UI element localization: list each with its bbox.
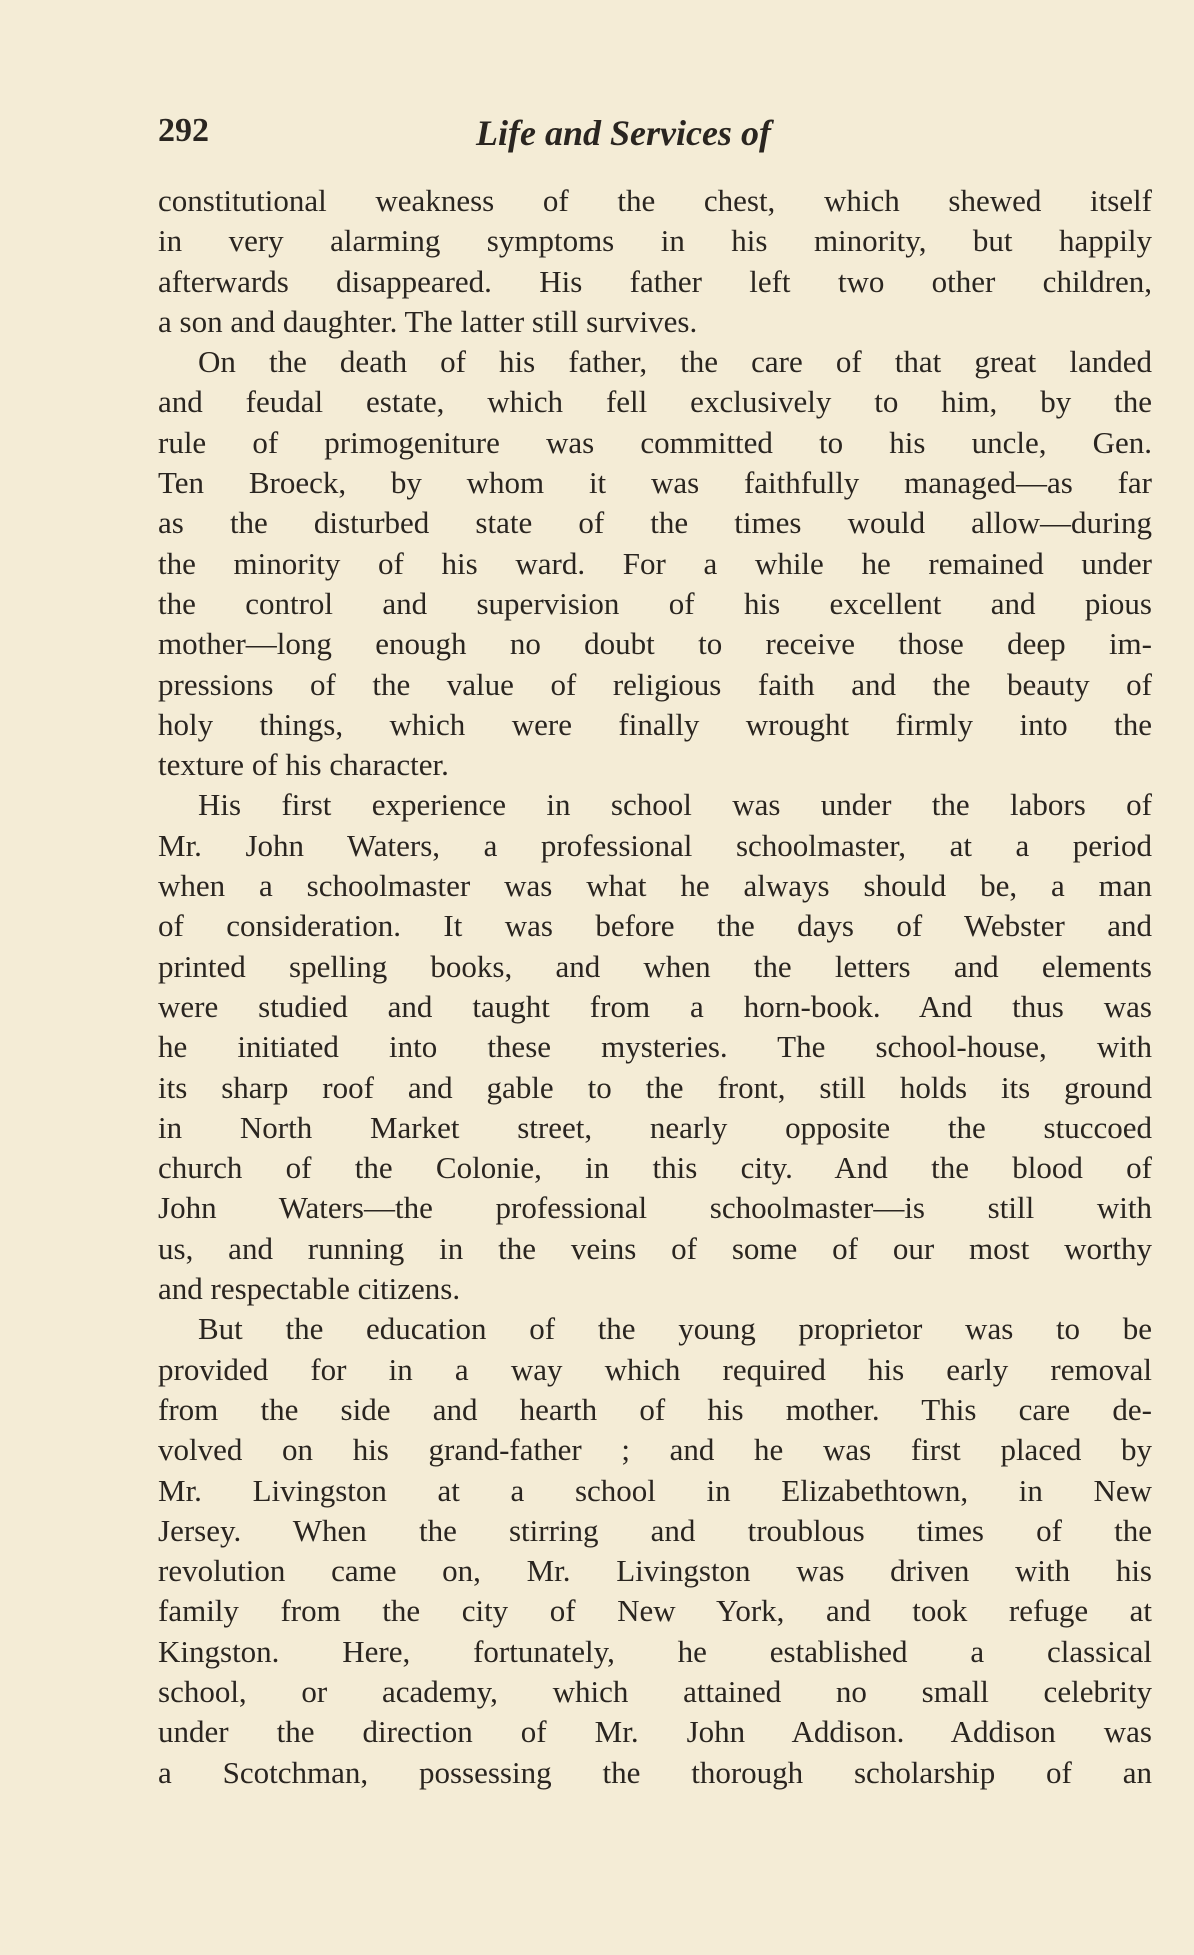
page-header — [158, 112, 1152, 162]
text-line: Kingston. Here, fortunately, he established a classical — [158, 1633, 1152, 1669]
text-line: in North Market street, nearly opposite the stuccoed — [158, 1109, 1152, 1145]
text-line: revolution came on, Mr. Livingston was driven with his — [158, 1553, 1152, 1589]
text-line: of consideration. It was before the days of Webster and — [158, 908, 1152, 944]
text-line: provided for in a way which required his early removal — [158, 1351, 1152, 1387]
text-line: from the side and hearth of his mother. This care de- — [158, 1391, 1152, 1427]
text-line: family from the city of New York, and took refuge at — [158, 1593, 1152, 1629]
text-line: volved on his grand-father ; and he was first placed by — [158, 1432, 1152, 1468]
text-line: church of the Colonie, in this city. And the blood of — [158, 1150, 1152, 1186]
text-line: printed spelling books, and when the letters and elements — [158, 948, 1152, 984]
text-line: as the disturbed state of the times would allow—during — [158, 505, 1152, 541]
text-line: in very alarming symptoms in his minority, but happily — [158, 223, 1152, 259]
text-line: John Waters—the professional schoolmaster—is still with — [158, 1190, 1152, 1226]
text-line: were studied and taught from a horn-book. And thus was — [158, 988, 1152, 1024]
text-line: afterwards disappeared. His father left two other children, — [158, 263, 1152, 299]
body-text — [158, 181, 1152, 1793]
text-line: and respectable citizens. — [158, 1271, 461, 1307]
text-line: the minority of his ward. For a while he remained under — [158, 545, 1152, 581]
running-head: Life and Services of — [476, 113, 771, 153]
text-line: But the education of the young proprietor was to be — [198, 1311, 1152, 1347]
text-line: school, or academy, which attained no small celebrity — [158, 1673, 1152, 1709]
text-line: His first experience in school was under the labors of — [198, 787, 1152, 823]
text-line: constitutional weakness of the chest, which shewed itself — [158, 183, 1152, 218]
text-line: when a schoolmaster was what he always should be, a man — [158, 868, 1152, 904]
text-line: Mr. Livingston at a school in Elizabethtown, in New — [158, 1472, 1152, 1508]
text-line: pressions of the value of religious faith and the beauty of — [158, 666, 1152, 702]
text-line: the control and supervision of his excellent and pious — [158, 585, 1152, 621]
text-line: Mr. John Waters, a professional schoolmaster, at a period — [158, 827, 1152, 863]
text-line: Jersey. When the stirring and troublous times of the — [158, 1512, 1152, 1548]
text-line: rule of primogeniture was committed to his uncle, Gen. — [158, 424, 1152, 460]
text-line: holy things, which were finally wrought firmly into the — [158, 706, 1152, 742]
text-line: its sharp roof and gable to the front, still holds its ground — [158, 1069, 1152, 1105]
text-line: texture of his character. — [158, 747, 449, 783]
text-line: he initiated into these mysteries. The school-house, with — [158, 1029, 1152, 1065]
text-line: and feudal estate, which fell exclusively to him, by the — [158, 384, 1152, 420]
text-line: under the direction of Mr. John Addison. Addison was — [158, 1714, 1152, 1750]
text-line: Ten Broeck, by whom it was faithfully managed—as far — [158, 465, 1152, 501]
text-line: On the death of his father, the care of that great landed — [198, 344, 1152, 380]
text-line: us, and running in the veins of some of our most worthy — [158, 1230, 1152, 1266]
page-number: 292 — [158, 112, 209, 149]
text-line: mother—long enough no doubt to receive those deep im- — [158, 626, 1152, 662]
text-line: a son and daughter. The latter still survives. — [158, 303, 698, 339]
text-line: a Scotchman, possessing the thorough scholarship of an — [158, 1754, 1152, 1790]
